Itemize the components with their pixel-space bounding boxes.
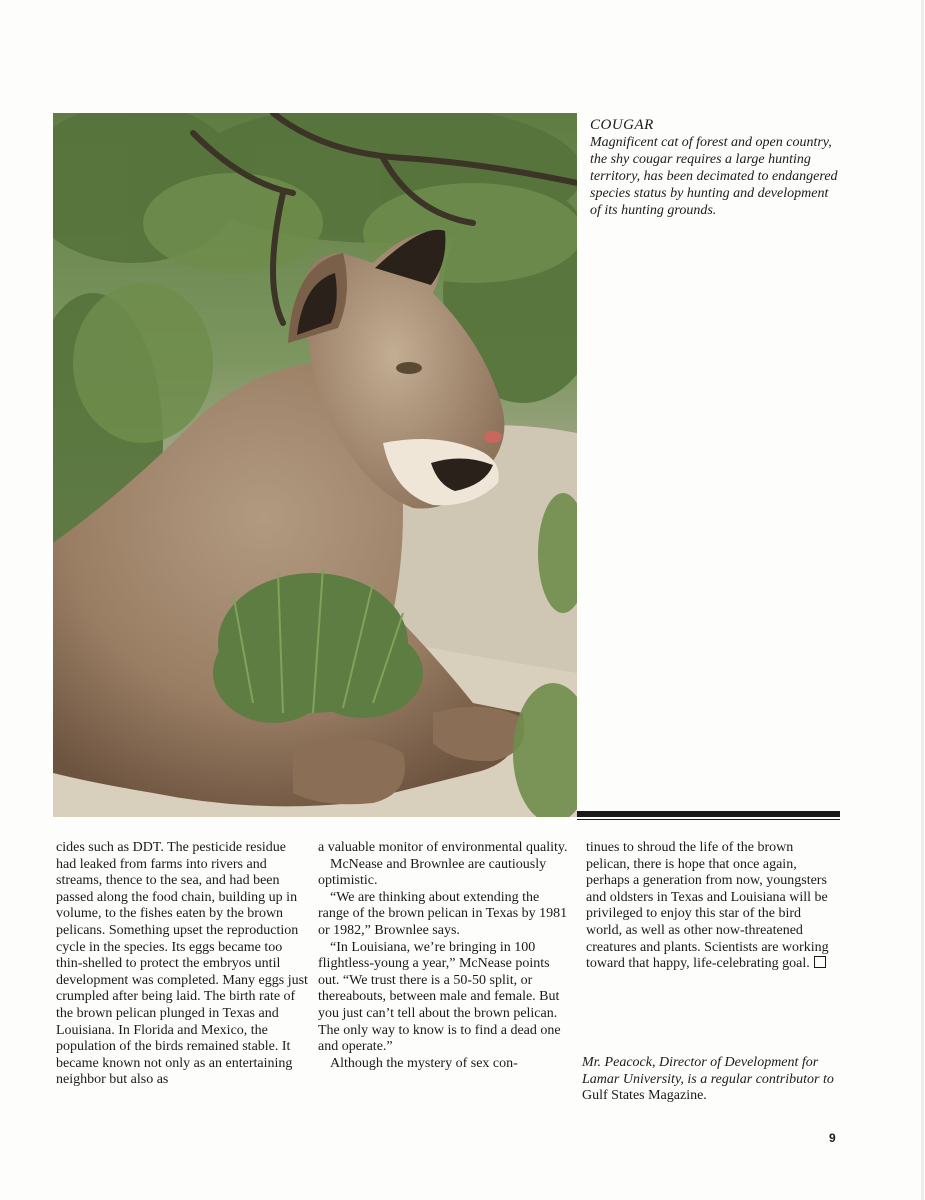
photo-caption (590, 117, 840, 219)
column-3-text: tinues to shroud the life of the brown pelican, there is hope that once again, perhaps a generation from now, youngsters and oldsters in Texas and Louisiana will be privileged to enjoy this star of the bird world, as well as other now-threatened creatures and plants. Scientists are working toward that happy, life-celebrating goal. (586, 840, 829, 972)
column-2-paragraph-2: McNease and Brownlee are cautiously optimistic. (318, 856, 547, 889)
column-2-paragraph-4: “In Louisiana, we’re bringing in 100 flightless-young a year,” McNease points out. “We trust there is a 50-50 split, or thereabouts, between male and female. But you just can’t tell about the brown pelican. The only way to know is to find a dead one and operate.” (318, 939, 561, 1055)
article-column-2 (318, 840, 572, 1072)
column-2-paragraph-1: a valuable monitor of environmental quality. (318, 840, 568, 855)
author-bio-magazine: Gulf States Magazine. (582, 1088, 707, 1104)
caption-title: COUGAR (590, 117, 654, 133)
cougar-illustration (53, 113, 577, 817)
section-rule (577, 811, 840, 817)
article-column-1 (56, 840, 308, 1089)
article-column-3 (586, 840, 838, 973)
cougar-photo (53, 113, 577, 817)
caption-body: Magnificent cat of forest and open country, the shy cougar requires a large hunting territory, has been decimated to endangered species status by hunting and development of its hunting grounds. (590, 135, 838, 218)
author-bio (582, 1055, 842, 1105)
column-2-paragraph-3: “We are thinking about extending the range of the brown pelican in Texas by 1981 or 1982,” Brownlee says. (318, 889, 568, 938)
author-bio-italic: Mr. Peacock, Director of Development for Lamar University, is a regular contributor to (582, 1055, 834, 1087)
column-3-paragraph-1 (586, 840, 838, 973)
page-number: 9 (829, 1131, 836, 1145)
column-1-paragraph-1: cides such as DDT. The pesticide residue had leaked from farms into rivers and streams, thence to the sea, and had been passed along the food chain, building up in volume, to the fishes eaten by the brown pelicans. Something upset the reproduction cycle in the species. Its eggs became too thin-shelled to protect the embryos until development was completed. Many eggs just crumpled after being laid. The birth rate of the brown pelican plunged in Texas and Louisiana. In Florida and Mexico, the population of the birds remained stable. It became known not only as an entertaining neighbor but also as (56, 840, 308, 1088)
column-2-paragraph-5: Although the mystery of sex con- (330, 1055, 518, 1071)
end-mark-icon (814, 956, 826, 968)
